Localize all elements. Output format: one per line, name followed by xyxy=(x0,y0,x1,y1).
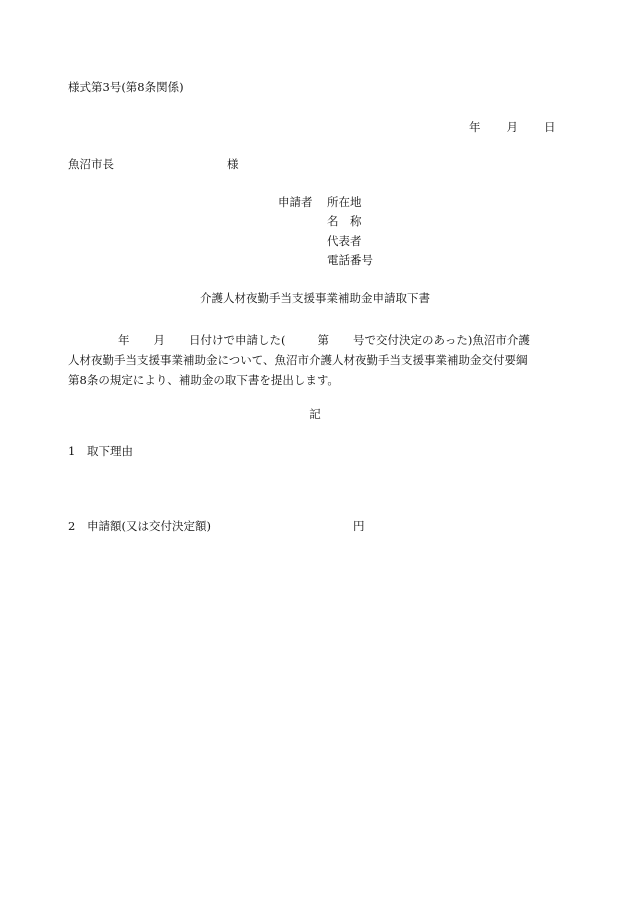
date-month-label: 月 xyxy=(506,120,518,134)
date-line xyxy=(469,122,556,134)
item-label: 申請額(又は交付決定額) xyxy=(87,519,211,533)
form-number: 様式第3号(第8条関係) xyxy=(68,80,184,94)
addressee xyxy=(68,159,239,171)
date-year-label: 年 xyxy=(469,120,481,134)
body-dai: 第 xyxy=(317,333,329,347)
body-month: 月 xyxy=(153,333,165,347)
item-withdrawal-reason xyxy=(68,446,133,458)
item-number: 2 xyxy=(68,519,76,533)
body-go-suffix: 号で交付決定のあった)魚沼市介護 xyxy=(353,333,530,347)
body-date-suffix: 日付けで申請した( xyxy=(189,333,286,347)
applicant-field-name: 名 称 xyxy=(327,214,362,228)
addressee-name: 魚沼市長 xyxy=(68,157,114,171)
body-line-1 xyxy=(68,330,562,350)
addressee-honorific: 様 xyxy=(227,157,239,171)
body-line-2: 人材夜勤手当支援事業補助金について、魚沼市介護人材夜勤手当支援事業補助金交付要綱 xyxy=(68,353,528,367)
yen-unit: 円 xyxy=(352,519,365,533)
item-label: 取下理由 xyxy=(87,444,133,458)
applicant-field-phone: 電話番号 xyxy=(327,253,373,267)
applicant-field-address: 所在地 xyxy=(327,195,362,209)
body-year: 年 xyxy=(118,333,130,347)
ki-heading: 記 xyxy=(309,407,321,421)
item-number: 1 xyxy=(68,444,76,458)
applicant-field-representative: 代表者 xyxy=(327,234,362,248)
date-day-label: 日 xyxy=(544,120,556,134)
body-line-3: 第8条の規定により、補助金の取下書を提出します。 xyxy=(68,373,339,387)
document-title: 介護人材夜勤手当支援事業補助金申請取下書 xyxy=(200,291,430,305)
applicant-label: 申請者 xyxy=(278,195,313,209)
item-application-amount xyxy=(68,521,364,533)
body-paragraph xyxy=(68,330,562,390)
